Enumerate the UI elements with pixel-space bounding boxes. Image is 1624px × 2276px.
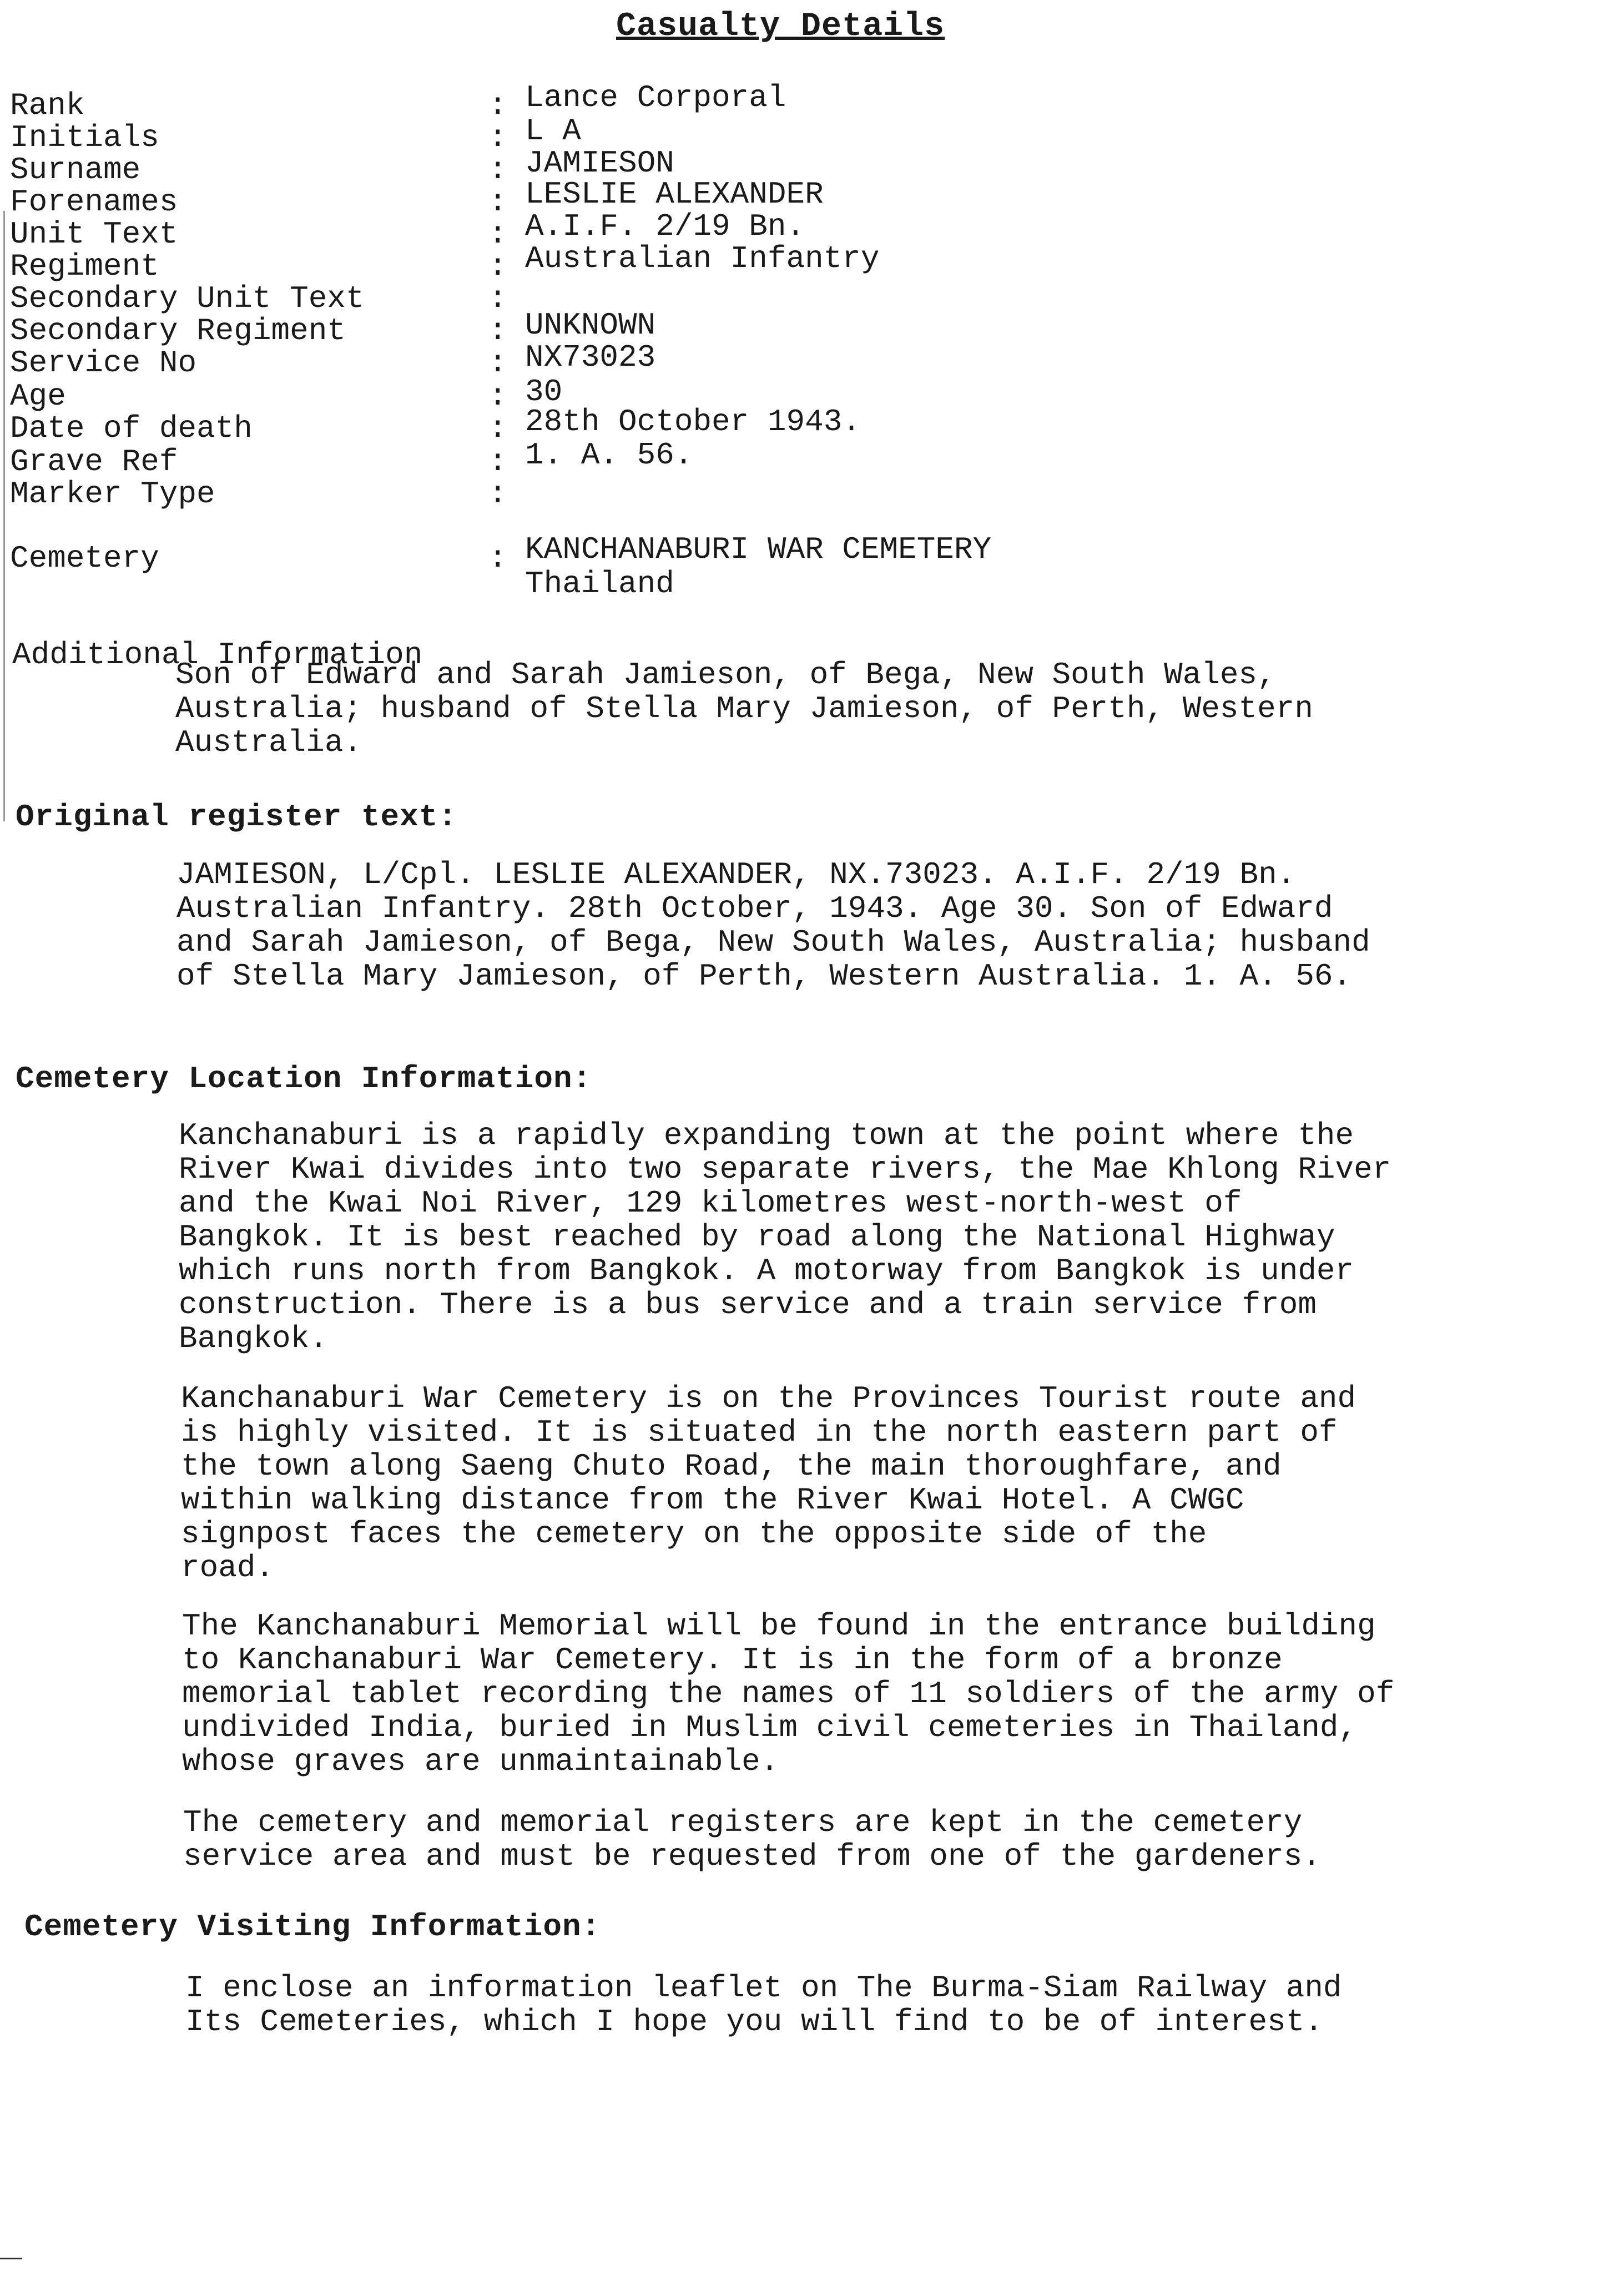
location-paragraph-3: The Kanchanaburi Memorial will be found in the entrance building to Kanchanaburi War Cemetery. It is in the form of a bronze memorial tablet recording the names of 11 soldiers of the army of undivided India, buried in Muslim civil cemeteries in Thailand, whose graves are unmaintainable.: [182, 1608, 1395, 1779]
visiting-text: I enclose an information leaflet on The Burma-Siam Railway and Its Cemeteries, which I hope you will find to be of interest.: [185, 1970, 1342, 2040]
page-title: Casualty Details: [616, 8, 945, 46]
corner-mark: [0, 2258, 22, 2276]
field-value-forenames: LESLIE ALEXANDER: [525, 176, 824, 212]
field-label-service-no: Service No: [10, 345, 197, 381]
field-colon: :: [488, 379, 507, 414]
field-value-initials: L A: [525, 113, 581, 149]
field-colon: :: [488, 313, 507, 349]
field-label-regiment: Regiment: [10, 249, 159, 284]
field-value-date-of-death: 28th October 1943.: [525, 404, 861, 440]
field-label-forenames: Forenames: [10, 184, 178, 220]
original-register-text: JAMIESON, L/Cpl. LESLIE ALEXANDER, NX.73023. A.I.F. 2/19 Bn. Australian Infantry. 28th October, 1943. Age 30. Son of Edward and Sarah Jamieson, of Bega, New South Wales, Australia; husband of Stella Mary Jamieson, of Perth, Western Australia. 1. A. 56.: [176, 857, 1370, 994]
field-value-surname: JAMIESON: [525, 145, 674, 181]
field-label-secondary-regiment: Secondary Regiment: [10, 313, 346, 349]
field-value-age: 30: [525, 374, 563, 410]
field-colon: :: [488, 476, 507, 512]
field-value-regiment: Australian Infantry: [525, 241, 880, 276]
field-label-rank: Rank: [10, 88, 85, 123]
field-colon: :: [488, 88, 507, 123]
field-colon: :: [488, 184, 507, 220]
field-colon: :: [488, 345, 507, 381]
visiting-heading: Cemetery Visiting Information:: [24, 1909, 601, 1945]
field-colon: :: [488, 152, 507, 188]
field-colon: :: [488, 411, 507, 446]
location-paragraph-1: Kanchanaburi is a rapidly expanding town at the point where the River Kwai divides into two separate rivers, the Mae Khlong River and the Kwai Noi River, 129 kilometres west-north-west of Bangkok. It is best reached by road along the National Highway which runs north from Bangkok. A motorway from Bangkok is under construction. There is a bus service and a train service from Bangkok.: [179, 1118, 1391, 1356]
field-label-marker-type: Marker Type: [10, 476, 215, 512]
field-colon: :: [488, 120, 507, 155]
field-label-surname: Surname: [10, 152, 141, 188]
field-colon: :: [488, 444, 507, 480]
field-label-cemetery: Cemetery: [10, 541, 159, 576]
field-colon: :: [488, 281, 507, 316]
field-colon: :: [488, 541, 507, 576]
field-value-rank: Lance Corporal: [525, 80, 786, 115]
field-label-date-of-death: Date of death: [10, 411, 253, 446]
field-colon: :: [488, 249, 507, 284]
field-value-unit-text: A.I.F. 2/19 Bn.: [525, 209, 805, 244]
location-paragraph-4: The cemetery and memorial registers are kept in the cemetery service area and must be requested from one of the gardeners.: [183, 1805, 1321, 1874]
field-label-initials: Initials: [10, 120, 159, 155]
field-label-age: Age: [10, 379, 66, 414]
field-value-cemetery-country: Thailand: [525, 566, 674, 602]
field-value-service-no: NX73023: [525, 340, 656, 375]
field-label-grave-ref: Grave Ref: [10, 444, 178, 480]
field-colon: :: [488, 216, 507, 252]
additional-info-label: Additional Information: [12, 637, 423, 673]
field-value-cemetery: KANCHANABURI WAR CEMETERY: [525, 532, 992, 567]
location-heading: Cemetery Location Information:: [16, 1061, 592, 1097]
original-register-heading: Original register text:: [16, 799, 457, 835]
additional-info-text: Son of Edward and Sarah Jamieson, of Bega, New South Wales, Australia; husband of Stella Mary Jamieson, of Perth, Western Australia.: [175, 657, 1313, 760]
field-label-unit-text: Unit Text: [10, 216, 178, 252]
margin-rule: [3, 211, 5, 821]
field-value-secondary-regiment: UNKNOWN: [525, 307, 656, 343]
field-label-secondary-unit-text: Secondary Unit Text: [10, 281, 365, 316]
field-value-grave-ref: 1. A. 56.: [525, 437, 693, 473]
location-paragraph-2: Kanchanaburi War Cemetery is on the Provinces Tourist route and is highly visited. It is situated in the north eastern part of the town along Saeng Chuto Road, the main thoroughfare, and within walking distance from the River Kwai Hotel. A CWGC signpost faces the cemetery on the opposite side of the road.: [181, 1381, 1356, 1586]
